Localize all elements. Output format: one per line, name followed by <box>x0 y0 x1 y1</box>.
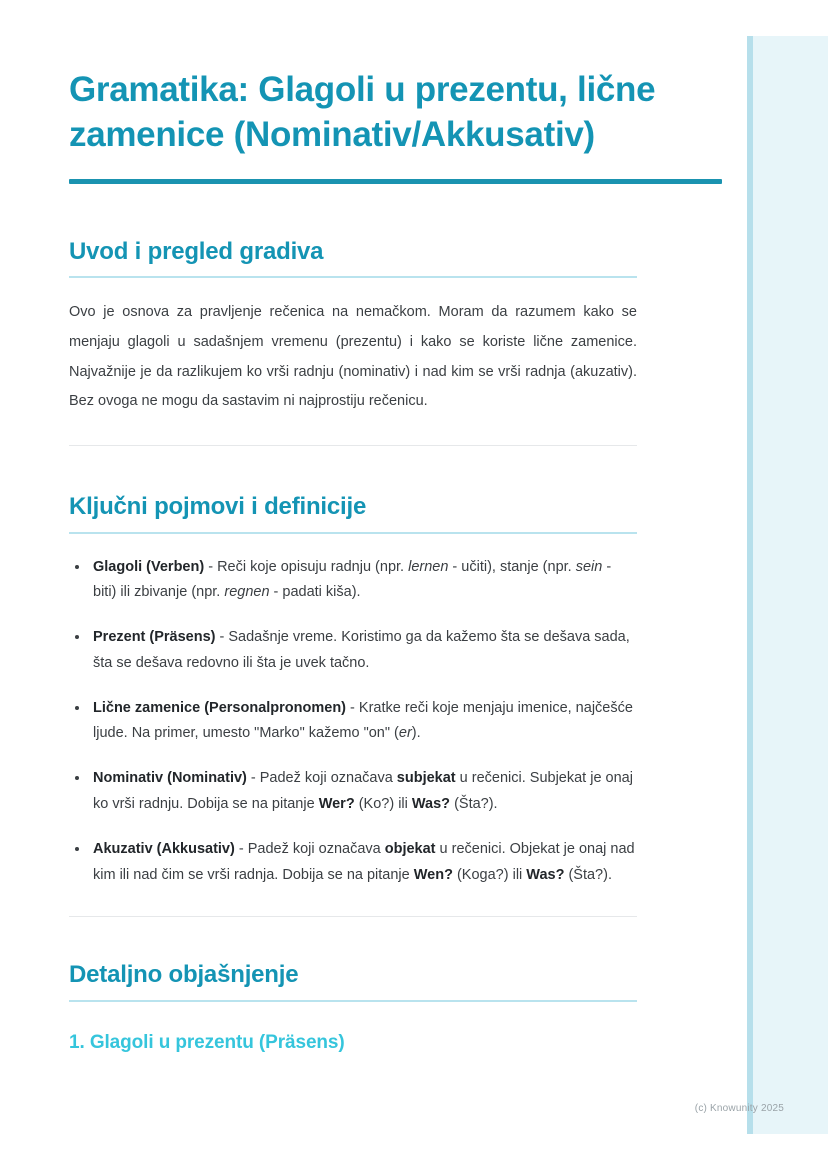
bullet-icon <box>75 635 79 639</box>
page-title: Gramatika: Glagoli u prezentu, lične zamenice (Nominativ/Akkusativ) <box>69 70 656 154</box>
list-item <box>69 625 637 677</box>
bullet-icon <box>75 706 79 710</box>
footer-copyright: (c) Knowunity 2025 <box>694 1103 784 1114</box>
term-label: Nominativ (Nominativ) <box>93 770 247 787</box>
term-definition: - Padež koji označava objekat u rečenici. Objekat je onaj nad kim ili nad čim se vrši radnja. Dobija se na pitanje Wen? (Koga?) ili Was? (Šta?). <box>93 840 635 883</box>
term-label: Glagoli (Verben) <box>93 558 205 575</box>
section-heading-key-terms: Ključni pojmovi i definicije <box>69 492 367 520</box>
subsection-heading-verbs-present: 1. Glagoli u prezentu (Präsens) <box>69 1032 345 1054</box>
bullet-icon <box>75 565 79 569</box>
intro-paragraph: Ovo je osnova za pravljenje rečenica na nemačkom. Moram da razumem kako se menjaju glagoli u sadašnjem vremenu (prezentu) i kako se koriste lične zamenice. Najvažnije je da razlikujem ko vrši radnju (nominativ) i nad kim se vrši radnja (akuzativ). Bez ovoga ne mogu da sastavim ni najprostiju rečenicu. <box>69 304 637 410</box>
section-intro <box>69 184 637 417</box>
section-heading-intro: Uvod i pregled gradiva <box>69 237 324 265</box>
section-heading-detail: Detaljno objašnjenje <box>69 961 299 989</box>
key-terms-list <box>69 534 637 889</box>
right-decorative-panel <box>747 36 828 1134</box>
term-definition: - Kratke reči koje menjaju imenice, najčešće ljude. Na primer, umesto "Marko" kažemo "on" (er). <box>93 699 633 742</box>
section-key-terms <box>69 446 637 889</box>
list-item <box>69 555 637 607</box>
term-label: Prezent (Präsens) <box>93 629 216 646</box>
term-definition: - Reči koje opisuju radnju (npr. lernen - učiti), stanje (npr. sein - biti) ili zbivanje (npr. regnen - padati kiša). <box>93 558 612 601</box>
list-item <box>69 766 637 818</box>
document-content <box>69 0 656 1054</box>
term-label: Lične zamenice (Personalpronomen) <box>93 699 347 716</box>
right-decorative-panel-edge <box>747 36 753 1134</box>
section-detail <box>69 917 637 1054</box>
term-label: Akuzativ (Akkusativ) <box>93 840 235 857</box>
term-definition: - Sadašnje vreme. Koristimo ga da kažemo šta se dešava sada, šta se dešava redovno ili šta je uvek tačno. <box>93 629 630 671</box>
list-item <box>69 837 637 889</box>
bullet-icon <box>75 776 79 780</box>
bullet-icon <box>75 847 79 851</box>
term-definition: - Padež koji označava subjekat u rečenici. Subjekat je onaj ko vrši radnju. Dobija se na pitanje Wer? (Ko?) ili Was? (Šta?). <box>93 770 633 813</box>
list-item <box>69 696 637 748</box>
